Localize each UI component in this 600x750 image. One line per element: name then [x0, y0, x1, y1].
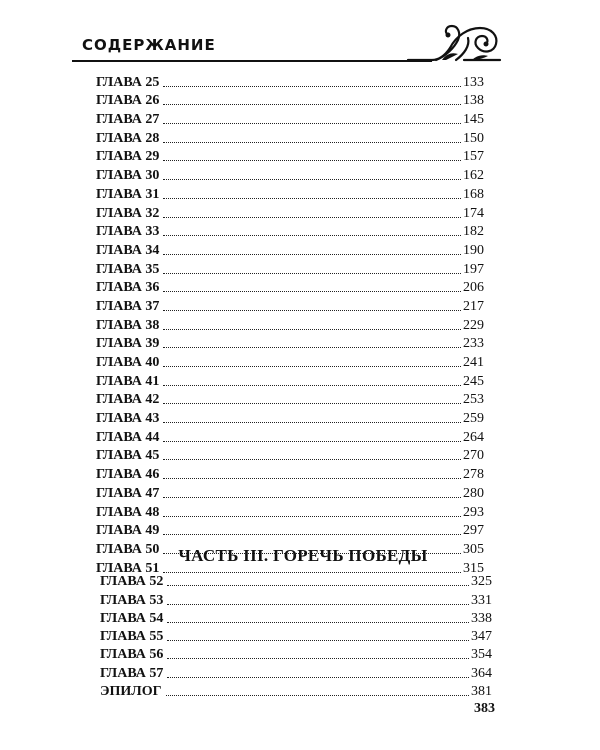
toc-entry — [96, 72, 484, 91]
toc-leader-dots — [163, 216, 461, 218]
toc-entry — [100, 627, 492, 645]
toc-entry-label: ГЛАВА 46 — [96, 467, 160, 483]
toc-entry-label: ГЛАВА 47 — [96, 485, 160, 501]
toc-leader-dots — [163, 440, 461, 442]
toc-entry-page: 315 — [463, 560, 484, 576]
toc-entry-label: ГЛАВА 29 — [96, 149, 160, 165]
toc-entry-label: ГЛАВА 37 — [96, 298, 160, 314]
header-rule — [72, 60, 432, 62]
toc-entry-label: ЭПИЛОГ — [100, 684, 162, 700]
toc-entry-page: 190 — [463, 242, 484, 258]
toc-entry-page: 182 — [463, 224, 484, 240]
toc-leader-dots — [163, 421, 461, 423]
toc-leader-dots — [163, 290, 461, 292]
toc-leader-dots — [163, 103, 461, 105]
toc-entry — [96, 259, 484, 278]
toc-entry — [96, 222, 484, 241]
toc-entry-label: ГЛАВА 43 — [96, 411, 160, 427]
page-number: 383 — [474, 701, 495, 716]
toc-entry-page: 233 — [463, 336, 484, 352]
toc-leader-dots — [163, 515, 461, 517]
toc-leader-dots — [167, 657, 469, 659]
toc-list-part3 — [100, 572, 492, 700]
toc-entry — [96, 446, 484, 465]
toc-entry-label: ГЛАВА 56 — [100, 647, 164, 663]
toc-entry-page: 162 — [463, 168, 484, 184]
toc-leader-dots — [163, 272, 461, 274]
toc-entry-page: 280 — [463, 485, 484, 501]
toc-entry-label: ГЛАВА 30 — [96, 168, 160, 184]
toc-leader-dots — [163, 141, 461, 143]
toc-entry — [96, 334, 484, 353]
toc-entry-page: 217 — [463, 298, 484, 314]
toc-entry — [96, 278, 484, 297]
toc-entry-label: ГЛАВА 42 — [96, 392, 160, 408]
toc-entry-page: 197 — [463, 261, 484, 277]
section-title — [0, 546, 600, 566]
toc-leader-dots — [163, 365, 461, 367]
toc-entry — [96, 390, 484, 409]
toc-entry — [96, 91, 484, 110]
toc-entry-label: ГЛАВА 31 — [96, 186, 160, 202]
toc-entry — [96, 521, 484, 540]
toc-leader-dots — [167, 676, 469, 678]
toc-entry-label: ГЛАВА 36 — [96, 280, 160, 296]
toc-entry-label: ГЛАВА 38 — [96, 317, 160, 333]
toc-entry-page: 168 — [463, 186, 484, 202]
toc-entry-page: 133 — [463, 74, 484, 90]
toc-leader-dots — [163, 496, 461, 498]
toc-entry-page: 347 — [471, 629, 492, 645]
toc-entry-page: 206 — [463, 280, 484, 296]
toc-entry — [96, 165, 484, 184]
toc-entry-label: ГЛАВА 52 — [100, 574, 164, 590]
toc-leader-dots — [167, 639, 469, 641]
toc-entry — [100, 572, 492, 590]
toc-entry-page: 331 — [471, 592, 492, 608]
toc-leader-dots — [163, 346, 461, 348]
toc-entry-label: ГЛАВА 57 — [100, 665, 164, 681]
toc-entry — [96, 203, 484, 222]
header-title: СОДЕРЖАНИЕ — [82, 36, 216, 54]
toc-entry — [96, 184, 484, 203]
toc-entry — [100, 645, 492, 663]
toc-entry-label: ГЛАВА 49 — [96, 523, 160, 539]
toc-leader-dots — [166, 694, 469, 696]
toc-entry-page: 241 — [463, 355, 484, 370]
toc-entry-label: ГЛАВА 51 — [96, 560, 160, 576]
toc-entry-label: ГЛАВА 33 — [96, 224, 160, 240]
toc-leader-dots — [167, 584, 469, 586]
toc-entry-page: 145 — [463, 112, 484, 128]
toc-leader-dots — [167, 603, 469, 605]
toc-entry — [96, 315, 484, 334]
toc-entry-label: ГЛАВА 39 — [96, 336, 160, 352]
toc-entry-page: 229 — [463, 317, 484, 333]
toc-entry-page: 381 — [471, 684, 492, 700]
toc-entry-label: ГЛАВА 41 — [96, 373, 160, 389]
toc-entry-label: ГЛАВА 34 — [96, 242, 160, 258]
toc-entry-page: 354 — [471, 647, 492, 663]
toc-leader-dots — [163, 402, 461, 404]
toc-leader-dots — [163, 328, 461, 330]
toc-entry-label: ГЛАВА 45 — [96, 448, 160, 464]
toc-leader-dots — [163, 197, 461, 199]
toc-entry-label: ГЛАВА 25 — [96, 74, 160, 90]
toc-entry — [100, 682, 492, 700]
toc-leader-dots — [163, 477, 461, 479]
toc-list-part2 — [96, 72, 484, 577]
toc-entry — [96, 147, 484, 166]
toc-entry-page: 259 — [463, 411, 484, 427]
toc-entry-page: 157 — [463, 149, 484, 165]
toc-entry-page: 264 — [463, 429, 484, 445]
toc-entry-page: 253 — [463, 392, 484, 408]
toc-entry — [96, 128, 484, 147]
toc-entry — [100, 590, 492, 608]
toc-entry — [96, 371, 484, 390]
toc-entry — [96, 483, 484, 502]
section-title-text: ЧАСТЬ III. ГОРЕЧЬ ПОБЕДЫ — [178, 546, 428, 565]
toc-entry-page: 338 — [471, 610, 492, 626]
toc-leader-dots — [163, 122, 461, 124]
toc-entry-label: ГЛАВА 44 — [96, 429, 160, 445]
toc-entry-label: ГЛАВА 50 — [96, 541, 160, 557]
toc-entry-label: ГЛАВА 54 — [100, 610, 164, 626]
toc-leader-dots — [163, 458, 461, 460]
toc-entry — [96, 502, 484, 521]
toc-entry-label: ГЛАВА 55 — [100, 629, 164, 645]
running-header — [72, 18, 502, 66]
toc-entry-page: 325 — [471, 574, 492, 590]
toc-entry — [100, 663, 492, 681]
toc-entry-page: 138 — [463, 93, 484, 109]
toc-leader-dots — [163, 309, 461, 311]
toc-leader-dots — [163, 159, 461, 161]
toc-leader-dots — [167, 621, 469, 623]
toc-entry — [96, 352, 484, 371]
toc-entry-page: 278 — [463, 467, 484, 483]
toc-entry — [96, 296, 484, 315]
toc-entry — [96, 408, 484, 427]
toc-leader-dots — [163, 234, 461, 236]
toc-entry-label: ГЛАВА 26 — [96, 93, 160, 109]
scroll-ornament-icon — [406, 18, 502, 66]
toc-entry-page: 305 — [463, 541, 484, 557]
toc-entry-label: ГЛАВА 35 — [96, 261, 160, 277]
toc-entry-page: 297 — [463, 523, 484, 539]
toc-entry-label: ГЛАВА 27 — [96, 112, 160, 128]
toc-leader-dots — [163, 178, 461, 180]
toc-entry — [96, 109, 484, 128]
toc-entry — [96, 464, 484, 483]
toc-entry-page: 245 — [463, 373, 484, 389]
toc-entry-label: ГЛАВА 28 — [96, 130, 160, 146]
toc-leader-dots — [163, 533, 461, 535]
toc-leader-dots — [163, 384, 461, 386]
toc-entry-label: ГЛАВА 40 — [96, 355, 160, 370]
toc-entry — [100, 609, 492, 627]
toc-entry-label: ГЛАВА 53 — [100, 592, 164, 608]
toc-leader-dots — [163, 85, 461, 87]
toc-entry-label: ГЛАВА 48 — [96, 504, 160, 520]
toc-entry-label: ГЛАВА 32 — [96, 205, 160, 221]
toc-entry-page: 270 — [463, 448, 484, 464]
toc-entry-page: 150 — [463, 130, 484, 146]
toc-entry-page: 293 — [463, 504, 484, 520]
toc-entry — [96, 240, 484, 259]
toc-leader-dots — [163, 253, 461, 255]
toc-entry — [96, 427, 484, 446]
toc-entry-page: 364 — [471, 665, 492, 681]
toc-entry-page: 174 — [463, 205, 484, 221]
